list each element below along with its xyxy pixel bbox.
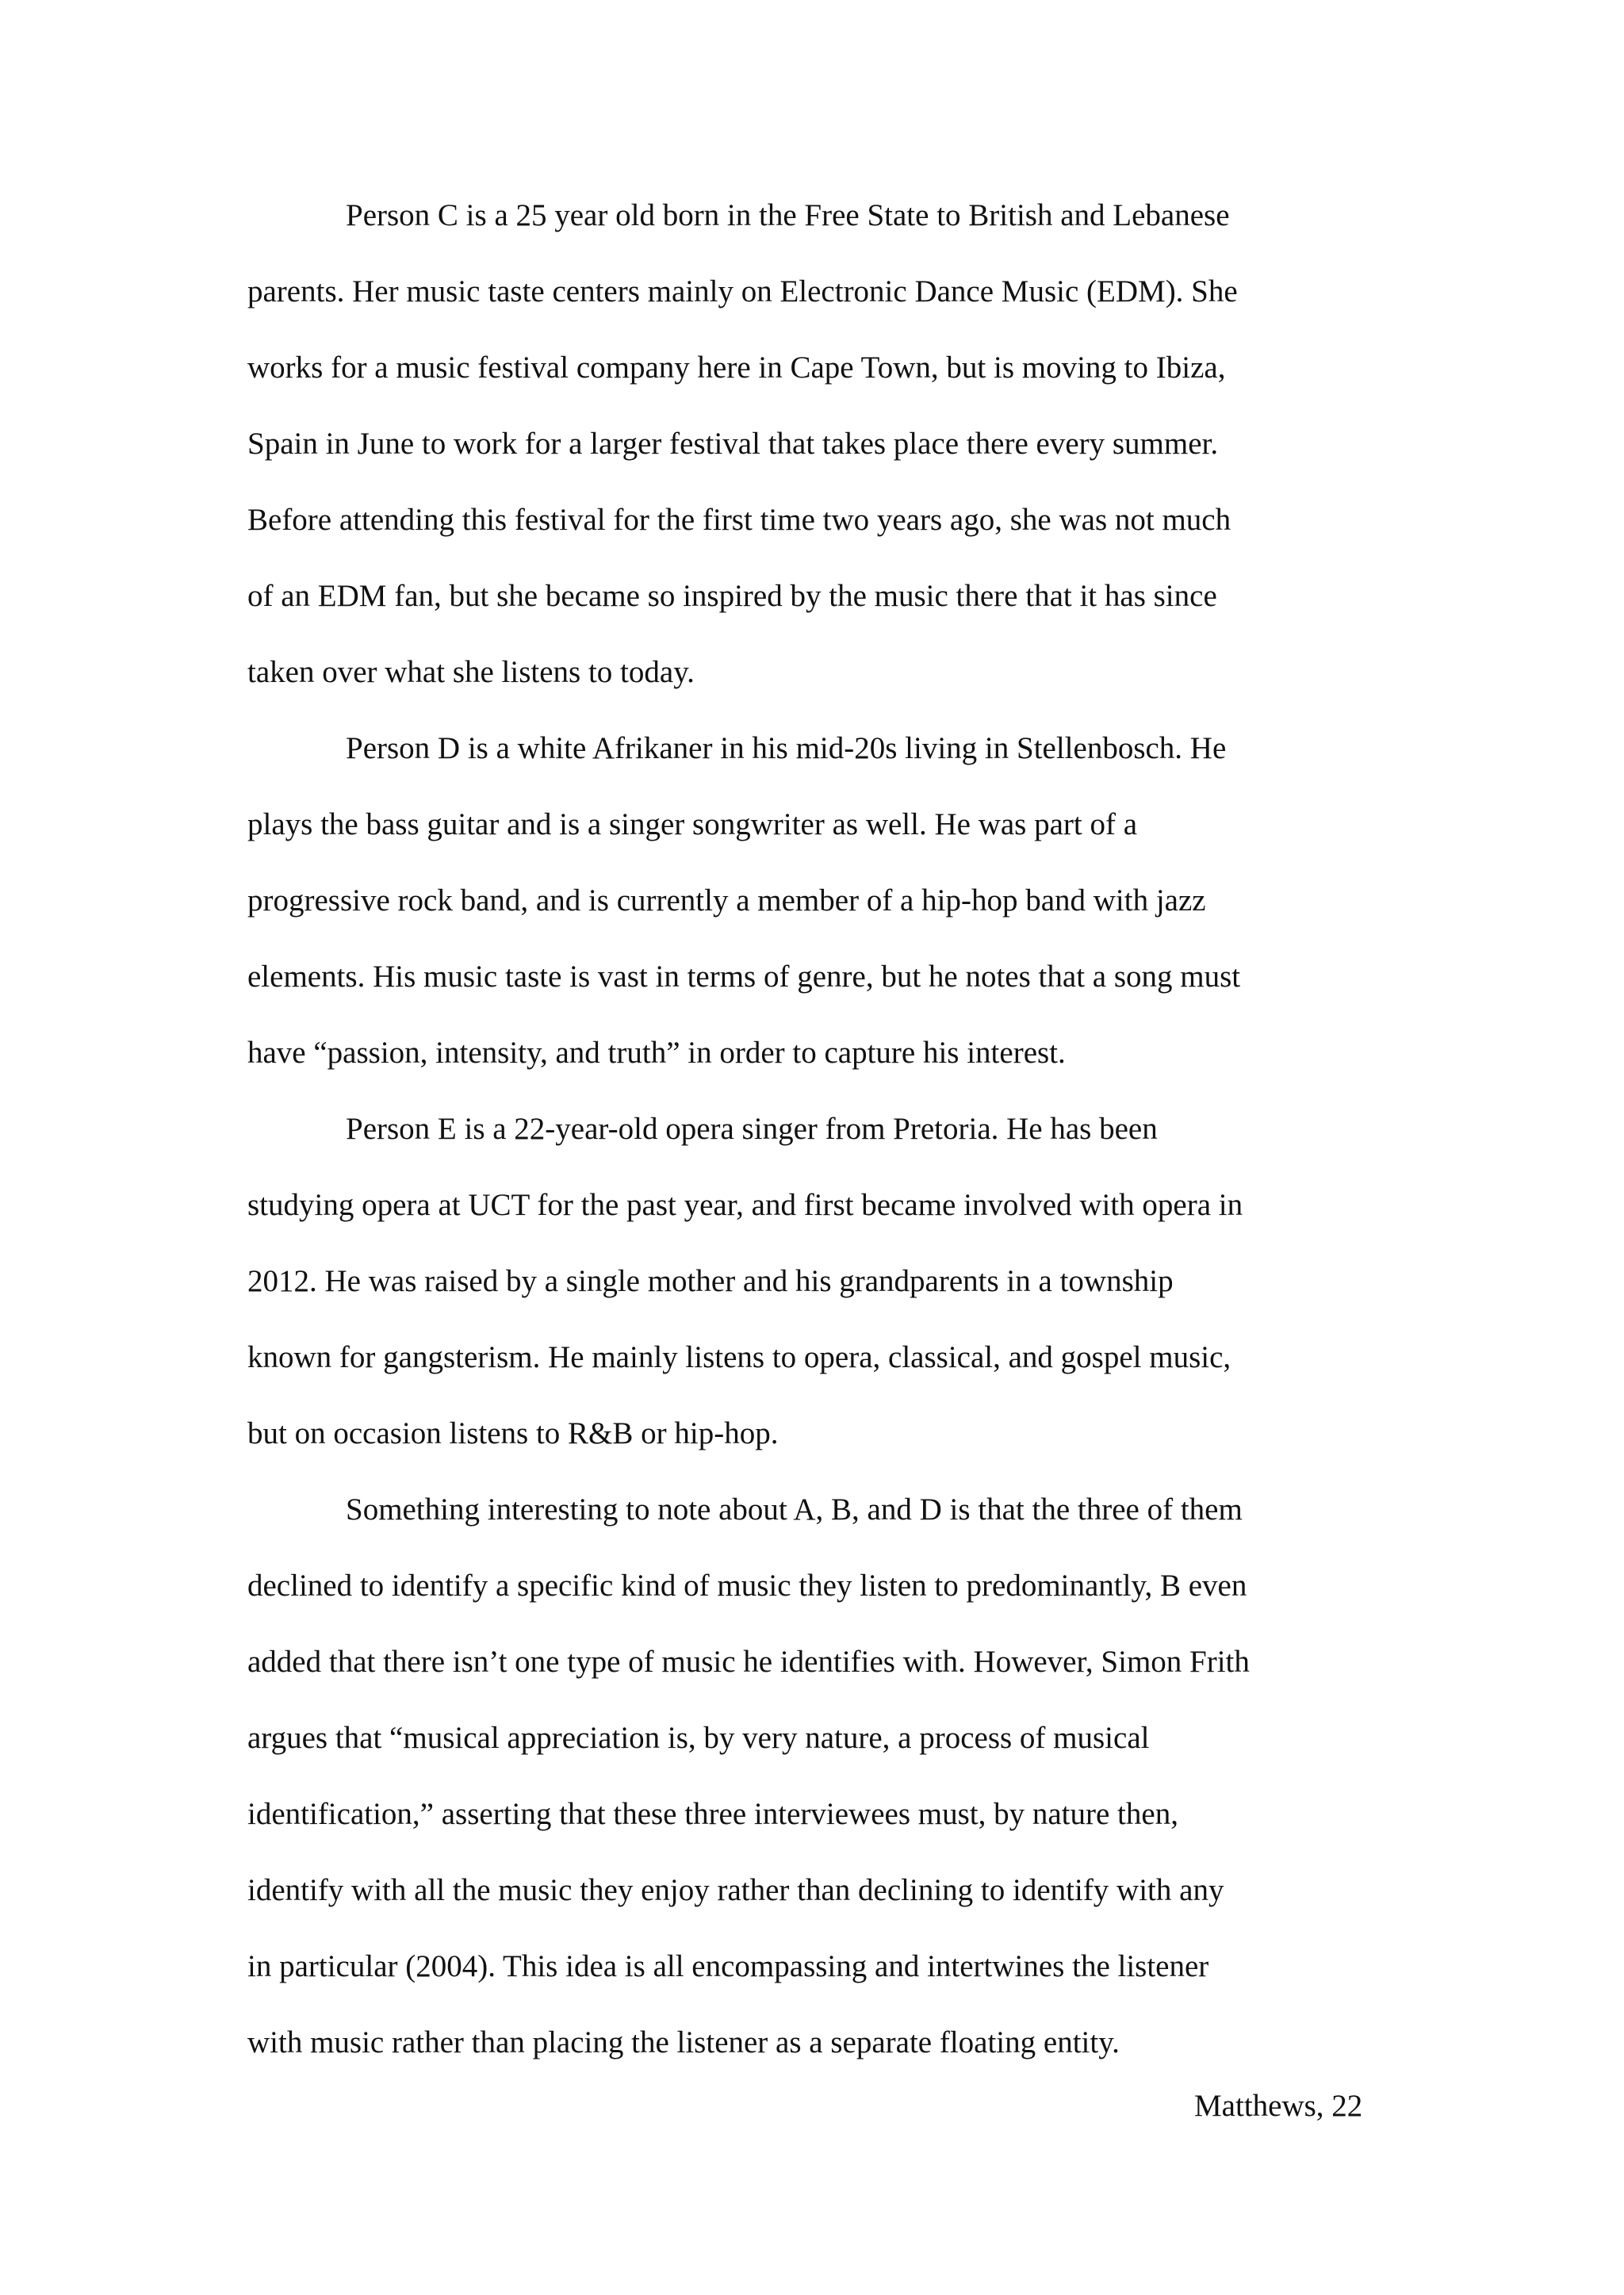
paragraph-person-c-line-4: Spain in June to work for a larger festival that takes place there every summer. <box>247 427 1219 461</box>
paragraph-person-c-line-6: of an EDM fan, but she became so inspired by the music there that it has since <box>247 579 1217 613</box>
paragraph-person-d-line-3: progressive rock band, and is currently a member of a hip-hop band with jazz <box>247 883 1206 918</box>
paragraph-person-e-line-1: Person E is a 22-year-old opera singer from Pretoria. He has been <box>346 1112 1158 1146</box>
paragraph-person-c-line-3: works for a music festival company here in Cape Town, but is moving to Ibiza, <box>247 351 1226 385</box>
paragraph-analysis-line-7: in particular (2004). This idea is all encompassing and intertwines the listener <box>247 1949 1209 1983</box>
paragraph-analysis-line-2: declined to identify a specific kind of music they listen to predominantly, B even <box>247 1569 1247 1603</box>
paragraph-analysis-line-3: added that there isn’t one type of music he identifies with. However, Simon Frith <box>247 1645 1250 1679</box>
paragraph-analysis-line-5: identification,” asserting that these three interviewees must, by nature then, <box>247 1797 1178 1831</box>
paragraph-person-c-line-2: parents. Her music taste centers mainly on Electronic Dance Music (EDM). She <box>247 274 1238 308</box>
paragraph-person-c-line-1: Person C is a 25 year old born in the Free State to British and Lebanese <box>346 198 1230 232</box>
paragraph-person-e-line-2: studying opera at UCT for the past year, and first became involved with opera in <box>247 1188 1243 1222</box>
paragraph-person-e-line-3: 2012. He was raised by a single mother and his grandparents in a township <box>247 1264 1174 1298</box>
paragraph-person-e-line-4: known for gangsterism. He mainly listens to opera, classical, and gospel music, <box>247 1340 1231 1374</box>
paragraph-person-d-line-4: elements. His music taste is vast in terms of genre, but he notes that a song must <box>247 960 1241 994</box>
paragraph-person-e-line-5: but on occasion listens to R&B or hip-hop. <box>247 1416 779 1450</box>
paragraph-person-d-line-2: plays the bass guitar and is a singer songwriter as well. He was part of a <box>247 807 1138 841</box>
paragraph-analysis-line-6: identify with all the music they enjoy rather than declining to identify with any <box>247 1873 1224 1907</box>
page-number-footer: Matthews, 22 <box>1194 2089 1363 2123</box>
paragraph-person-c-line-5: Before attending this festival for the first time two years ago, she was not much <box>247 503 1231 537</box>
paragraph-analysis-line-4: argues that “musical appreciation is, by very nature, a process of musical <box>247 1721 1150 1755</box>
paragraph-analysis-line-8: with music rather than placing the listener as a separate floating entity. <box>247 2025 1120 2059</box>
paragraph-person-c-line-7: taken over what she listens to today. <box>247 655 695 689</box>
paragraph-analysis-line-1: Something interesting to note about A, B, and D is that the three of them <box>346 1492 1243 1527</box>
paragraph-person-d-line-1: Person D is a white Afrikaner in his mid-20s living in Stellenbosch. He <box>346 731 1227 765</box>
paragraph-person-d-line-5: have “passion, intensity, and truth” in order to capture his interest. <box>247 1036 1066 1070</box>
